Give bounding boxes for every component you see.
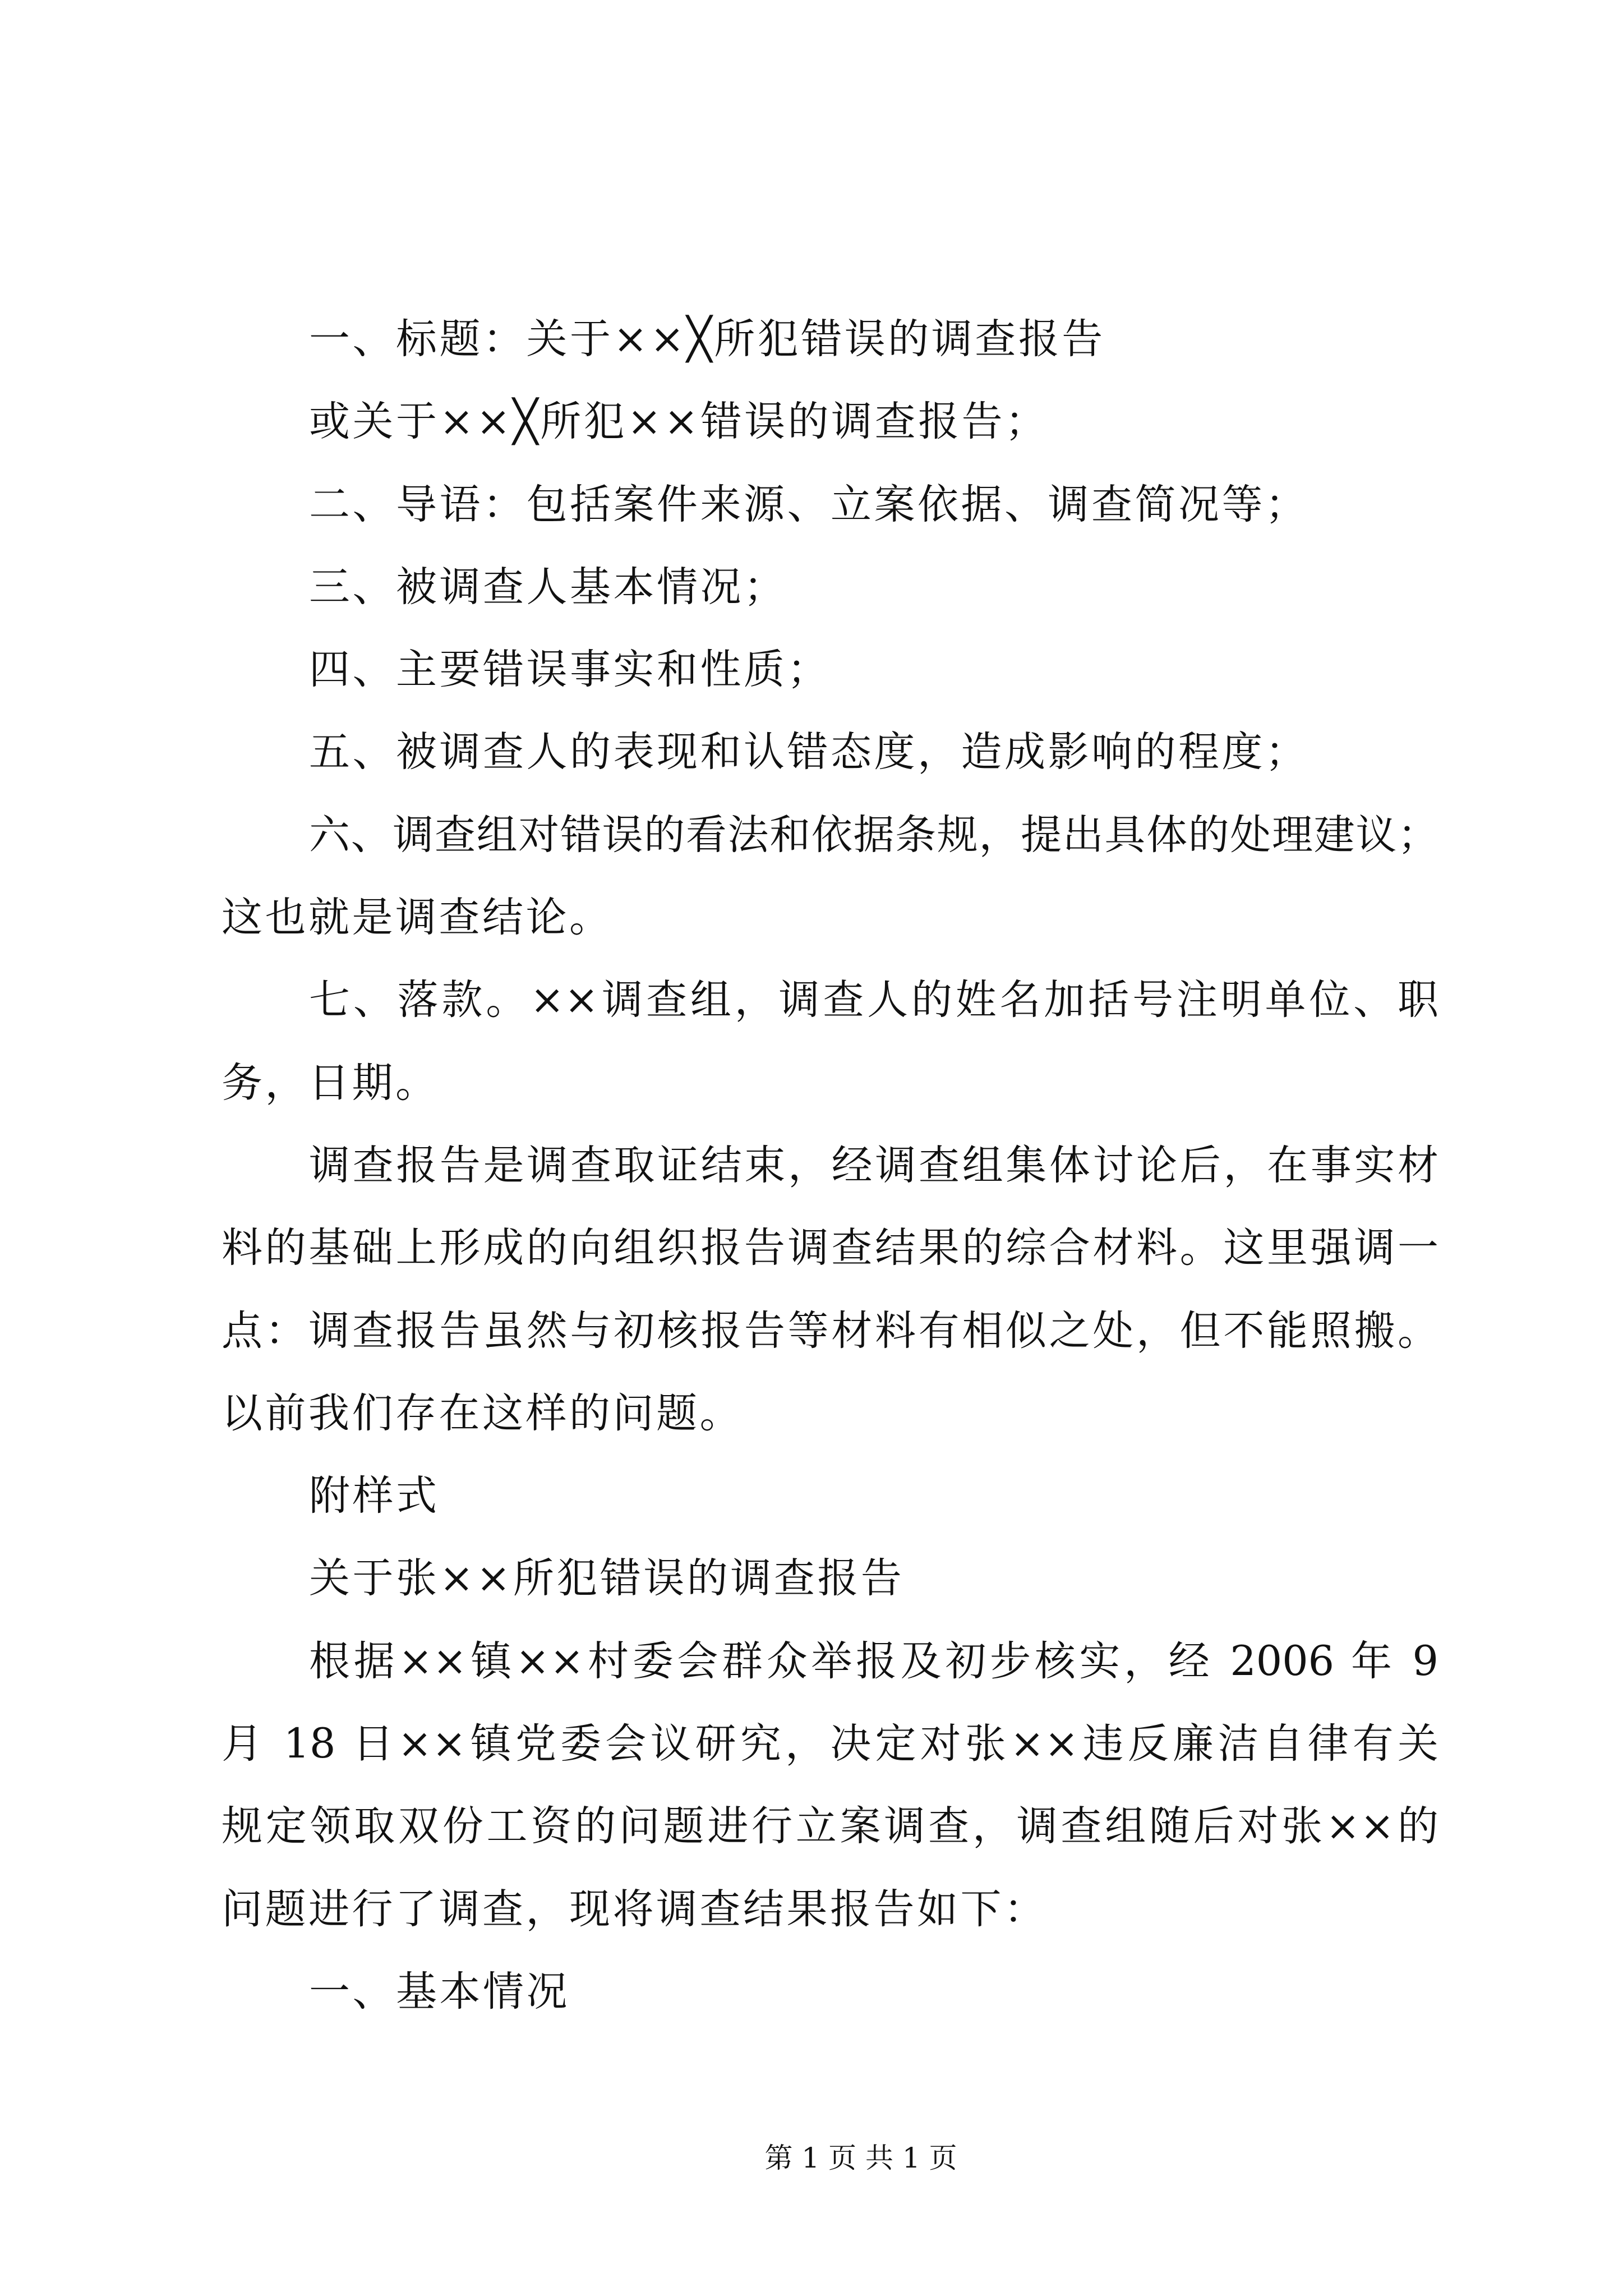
text-line: 根据××镇××村委会群众举报及初步核实，经 2006 年 9 bbox=[309, 1637, 1438, 1685]
page-footer: 第 1 页 共 1 页 bbox=[764, 2142, 957, 2174]
text-line: 或关于××╳所犯××错误的调查报告； bbox=[309, 398, 1049, 446]
text-line: 五、被调查人的表现和认错态度，造成影响的程度； bbox=[309, 728, 1309, 776]
text-line: 以前我们存在这样的问题。 bbox=[222, 1389, 743, 1437]
text-line: 一、基本情况 bbox=[309, 1967, 570, 2016]
sample-report-title bbox=[222, 1537, 1438, 1619]
text-line: 附样式 bbox=[309, 1472, 440, 1520]
text-line: 三、被调查人基本情况； bbox=[309, 563, 787, 611]
text-line: 规定领取双份工资的问题进行立案调查，调查组随后对张××的 bbox=[222, 1802, 1438, 1851]
text-line: 月 18 日××镇党委会议研究，决定对张××违反廉洁自律有关 bbox=[222, 1720, 1438, 1768]
text-line: 调查报告是调查取证结束，经调查组集体讨论后，在事实材 bbox=[309, 1141, 1438, 1189]
text-line: 四、主要错误事实和性质； bbox=[309, 646, 831, 694]
text-line: 料的基础上形成的向组织报告调查结果的综合材料。这里强调一 bbox=[222, 1224, 1438, 1272]
text-line: 关于张××所犯错误的调查报告 bbox=[309, 1554, 905, 1603]
outline-item-signature bbox=[222, 959, 1438, 1124]
outline-item-attitude bbox=[222, 711, 1438, 793]
text-line: 务，日期。 bbox=[222, 1059, 439, 1107]
outline-item-error-facts bbox=[222, 628, 1438, 711]
outline-item-subject-info bbox=[222, 546, 1438, 628]
text-line: 七、落款。××调查组，调查人的姓名加括号注明单位、职 bbox=[309, 976, 1438, 1024]
sample-report-intro bbox=[222, 1620, 1438, 1950]
text-line: 这也就是调查结论。 bbox=[222, 894, 613, 942]
outline-item-title bbox=[222, 298, 1438, 380]
outline-item-title-alternative bbox=[222, 380, 1438, 463]
text-line: 问题进行了调查，现将调查结果报告如下： bbox=[222, 1885, 1048, 1933]
text-line: 点：调查报告虽然与初核报告等材料有相似之处，但不能照搬。 bbox=[222, 1306, 1438, 1355]
text-line: 一、标题：关于××╳所犯错误的调查报告 bbox=[309, 315, 1105, 363]
outline-item-preface bbox=[222, 463, 1438, 546]
text-line: 六、调查组对错误的看法和依据条规，提出具体的处理建议； bbox=[309, 811, 1438, 859]
explanation-paragraph bbox=[222, 1124, 1438, 1455]
document-body bbox=[222, 298, 1438, 2033]
text-line: 二、导语：包括案件来源、立案依据、调查简况等； bbox=[309, 480, 1309, 528]
outline-item-conclusion bbox=[222, 794, 1438, 959]
appendix-label bbox=[222, 1455, 1438, 1537]
sample-section-heading bbox=[222, 1950, 1438, 2033]
